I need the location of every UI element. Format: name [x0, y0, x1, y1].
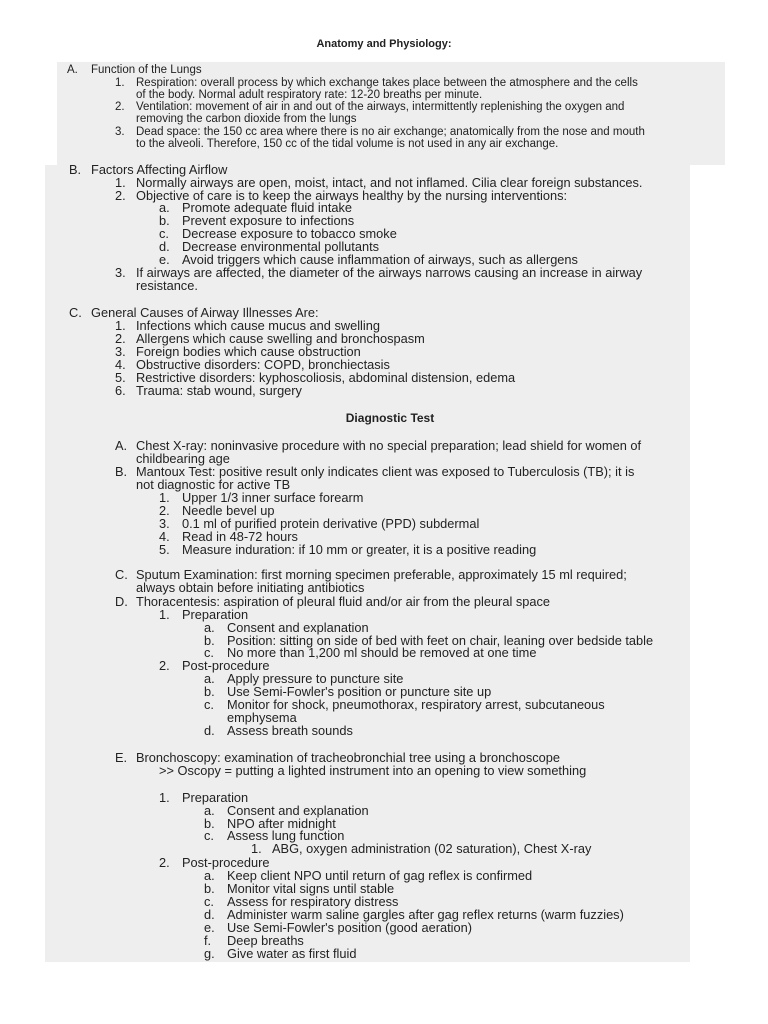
list-marker: 1. [115, 318, 126, 333]
list-item-text: to the alveoli. Therefore, 150 cc of the tidal volume is not used in any air exchange. [136, 138, 559, 150]
list-marker: 1. [159, 607, 170, 622]
list-item-text: Infections which cause mucus and swelling [136, 318, 380, 333]
list-marker: f. [204, 933, 212, 948]
list-item-text: Bronchoscopy: examination of tracheobronchial tree using a bronchoscope [136, 750, 560, 765]
list-marker: 3. [115, 344, 126, 359]
list-item-text: Consent and explanation [227, 803, 369, 818]
list-item-text: Allergens which cause swelling and bronchospasm [136, 331, 425, 346]
list-item-text: Post-procedure [182, 855, 270, 870]
list-marker: 4. [159, 529, 170, 544]
list-marker: a. [159, 200, 170, 215]
list-marker: a. [204, 868, 215, 883]
list-item-text: Decrease exposure to tobacco smoke [182, 226, 397, 241]
list-marker: c. [204, 828, 214, 843]
list-marker: E. [115, 750, 128, 765]
list-marker: 5. [115, 370, 126, 385]
list-item-text: Restrictive disorders: kyphoscoliosis, abdominal distension, edema [136, 370, 516, 385]
list-item-text: Assess for respiratory distress [227, 894, 399, 909]
list-marker: d. [204, 907, 215, 922]
list-marker: 6. [115, 383, 126, 398]
list-marker: 1. [251, 841, 262, 856]
list-item-text: Trauma: stab wound, surgery [136, 383, 302, 398]
list-marker: 2. [115, 331, 126, 346]
list-marker: 2. [115, 101, 125, 113]
list-item-text: resistance. [136, 278, 198, 293]
list-item-text: Thoracentesis: aspiration of pleural fluid and/or air from the pleural space [136, 594, 550, 609]
list-marker: C. [115, 567, 128, 582]
list-item-text: No more than 1,200 ml should be removed at one time [227, 645, 537, 660]
list-marker: D. [115, 594, 128, 609]
list-item-text: Decrease environmental pollutants [182, 239, 380, 254]
list-marker: 1. [115, 77, 125, 89]
list-item-text: Function of the Lungs [91, 64, 202, 76]
list-marker: 5. [159, 542, 170, 557]
list-marker: b. [204, 881, 215, 896]
list-item-text: Preparation [182, 607, 249, 622]
list-item-text: Consent and explanation [227, 620, 369, 635]
list-item-text: childbearing age [136, 451, 230, 466]
list-marker: c. [204, 697, 214, 712]
list-item-text: Ventilation: movement of air in and out of the airways, intermittently replenishing the oxygen and [136, 101, 625, 113]
list-item-text: ABG, oxygen administration (02 saturation), Chest X-ray [272, 841, 592, 856]
list-item-text: Measure induration: if 10 mm or greater, it is a positive reading [182, 542, 537, 557]
list-marker: b. [159, 213, 170, 228]
list-marker: 2. [159, 855, 170, 870]
list-item-text: Needle bevel up [182, 503, 275, 518]
list-item-text: Factors Affecting Airflow [91, 162, 228, 177]
list-marker: b. [204, 684, 215, 699]
list-marker: 1. [115, 175, 126, 190]
list-item-text: Respiration: overall process by which exchange takes place between the atmosphere and the cells [136, 77, 638, 89]
list-item-text: Use Semi-Fowler's position (good aeration) [227, 920, 472, 935]
list-item-text: always obtain before initiating antibiotics [136, 580, 365, 595]
list-item-text: Read in 48-72 hours [182, 529, 298, 544]
list-item-text: removing the carbon dioxide from the lungs [136, 113, 357, 125]
list-marker: b. [204, 633, 215, 648]
list-item-text: Monitor vital signs until stable [227, 881, 395, 896]
list-marker: d. [159, 239, 170, 254]
list-marker: a. [204, 620, 215, 635]
list-marker: 2. [115, 188, 126, 203]
list-item-text: Normally airways are open, moist, intact, and not inflamed. Cilia clear foreign substances. [136, 175, 643, 190]
list-marker: 3. [115, 126, 125, 138]
list-marker: c. [204, 645, 214, 660]
list-item-text: Obstructive disorders: COPD, bronchiectasis [136, 357, 390, 372]
list-item-text: not diagnostic for active TB [136, 477, 291, 492]
list-item-text: General Causes of Airway Illnesses Are: [91, 305, 319, 320]
list-item-text: Promote adequate fluid intake [182, 200, 353, 215]
list-item-text: of the body. Normal adult respiratory rate: 12-20 breaths per minute. [136, 89, 483, 101]
list-marker: B. [69, 162, 82, 177]
list-marker: g. [204, 946, 215, 961]
list-item-text: 0.1 ml of purified protein derivative (PPD) subdermal [182, 516, 480, 531]
list-item-text: Objective of care is to keep the airways healthy by the nursing interventions: [136, 188, 568, 203]
list-item-text: Keep client NPO until return of gag reflex is confirmed [227, 868, 533, 883]
list-marker: B. [115, 464, 128, 479]
list-marker: c. [204, 894, 214, 909]
list-marker: 3. [159, 516, 170, 531]
list-item-text: NPO after midnight [227, 816, 336, 831]
list-marker: 2. [159, 503, 170, 518]
list-marker: b. [204, 816, 215, 831]
list-item-text: Dead space: the 150 cc area where there is no air exchange; anatomically from the nose and mouth [136, 126, 645, 138]
list-marker: A. [115, 438, 128, 453]
list-marker: e. [159, 252, 170, 267]
list-item-text: Deep breaths [227, 933, 304, 948]
list-marker: 4. [115, 357, 126, 372]
list-item-text: Prevent exposure to infections [182, 213, 355, 228]
list-item-text: Post-procedure [182, 658, 270, 673]
list-marker: 3. [115, 265, 126, 280]
list-item-text: Administer warm saline gargles after gag reflex returns (warm fuzzies) [227, 907, 624, 922]
list-item-text: Preparation [182, 790, 249, 805]
diagnostic-test-heading: Diagnostic Test [345, 411, 435, 425]
list-item-text: Assess lung function [227, 828, 345, 843]
list-item-text: Assess breath sounds [227, 723, 353, 738]
list-item-text: Monitor for shock, pneumothorax, respiratory arrest, subcutaneous [227, 697, 605, 712]
list-marker: d. [204, 723, 215, 738]
list-item-text: Foreign bodies which cause obstruction [136, 344, 361, 359]
list-marker: c. [159, 226, 169, 241]
list-item-text: emphysema [227, 710, 297, 725]
list-marker: C. [69, 305, 82, 320]
list-item-text: Avoid triggers which cause inflammation of airways, such as allergens [182, 252, 578, 267]
list-marker: a. [204, 671, 215, 686]
list-item-text: Chest X-ray: noninvasive procedure with no special preparation; lead shield for women of [136, 438, 642, 453]
list-item-text: Sputum Examination: first morning specimen preferable, approximately 15 ml required; [136, 567, 627, 582]
list-marker: e. [204, 920, 215, 935]
list-item-text: Mantoux Test: positive result only indicates client was exposed to Tuberculosis (TB); it is [136, 464, 635, 479]
list-item-text: If airways are affected, the diameter of the airways narrows causing an increase in airway [136, 265, 643, 280]
list-item-text: Give water as first fluid [227, 946, 357, 961]
list-marker: a. [204, 803, 215, 818]
list-marker: 1. [159, 790, 170, 805]
list-marker: 2. [159, 658, 170, 673]
list-item-text: Position: sitting on side of bed with feet on chair, leaning over bedside table [227, 633, 654, 648]
page-title: Anatomy and Physiology: [316, 38, 452, 50]
list-item-text: Use Semi-Fowler's position or puncture site up [227, 684, 492, 699]
list-marker: A. [67, 64, 78, 76]
list-item-text: >> Oscopy = putting a lighted instrument into an opening to view something [159, 763, 587, 778]
list-marker: 1. [159, 490, 170, 505]
list-item-text: Apply pressure to puncture site [227, 671, 404, 686]
list-item-text: Upper 1/3 inner surface forearm [182, 490, 364, 505]
